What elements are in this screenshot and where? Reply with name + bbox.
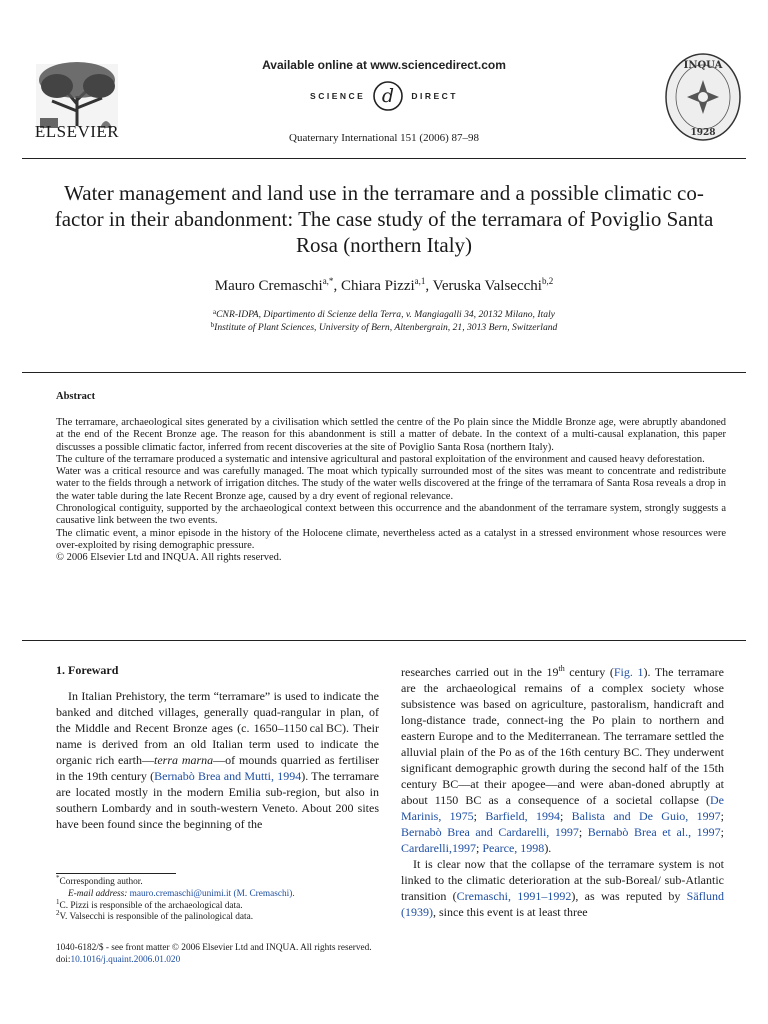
front-matter-info xyxy=(56,942,656,966)
citation-link[interactable]: Barfield, 1994 xyxy=(485,809,560,823)
affiliations xyxy=(0,308,768,334)
abstract-top-rule xyxy=(22,372,746,373)
sciencedirect-right-word: DIRECT xyxy=(411,91,458,101)
section-heading: 1. Foreward xyxy=(56,663,119,677)
affiliation-a: $^a$CNR-IDPA, Dipartimento di Scienze della Terra, v. Mangiagalli 34, 20132 Milano, Italy xyxy=(213,308,555,320)
author-name: Veruska Valsecchi xyxy=(432,278,542,294)
email-link[interactable]: mauro.cremaschi@unimi.it (M. Cremaschi). xyxy=(129,888,295,899)
body-paragraph: It is clear now that the collapse of the terramare system is not linked to the climatic deterioration at the sub-Boreal/ sub-Atlantic transition (Cremaschi, 1991–1992), as was reputed by Säflund (1939), since this event is at least three xyxy=(401,857,724,919)
affiliation-b: $^b$Institute of Plant Sciences, University of Bern, Altenbergrain, 21, 3013 Bern, Switzerland xyxy=(210,321,558,333)
citation-link[interactable]: Bernabò Brea and Cardarelli, 1997 xyxy=(401,825,579,839)
abstract-paragraph: Water was a critical resource and was carefully managed. The moat which typically surrounded most of the sites was meant to concentrate and redistribute water to the fields through a network of irrigation ditches. The study of the water wells discovered at the fringe of the terramara of Santa Rosa reveals a drop in the water table during the late Recent Bronze age, caused by a dry event of regional relevance. xyxy=(56,466,726,502)
abstract-bottom-rule xyxy=(22,640,746,641)
right-column xyxy=(401,664,724,920)
figure-link[interactable]: Fig. 1 xyxy=(613,665,644,679)
citation-link[interactable]: De Marinis, 1975 xyxy=(401,793,724,823)
sciencedirect-logo[interactable] xyxy=(0,78,768,114)
inqua-seal-logo xyxy=(663,52,743,142)
author-list: Mauro Cremaschi$^{a,*}$, Chiara Pizzi$^{a,1}$, Veruska Valsecchi$^{b,2}$ xyxy=(214,276,554,294)
doi-link[interactable]: 10.1016/j.quaint.2006.01.020 xyxy=(70,955,181,965)
doi-line: doi:10.1016/j.quaint.2006.01.020 xyxy=(56,955,181,965)
journal-citation: Quaternary International 151 (2006) 87–98 xyxy=(289,132,479,144)
abstract-paragraph: The climatic event, a minor episode in the history of the Holocene climate, nevertheless acted as a catalyst in a stressed environment whose resources were over-exploited by rising demographic pressure. xyxy=(56,527,726,551)
abstract-heading: Abstract xyxy=(56,391,96,402)
left-column xyxy=(56,688,379,832)
abstract-copyright: © 2006 Elsevier Ltd and INQUA. All rights reserved. xyxy=(56,552,282,564)
article-title: Water management and land use in the terramare and a possible climatic co-factor in their abandonment: The case study of the terramara of Poviglio Santa Rosa (northern Italy) xyxy=(54,181,714,257)
available-online-link[interactable]: Available online at www.sciencedirect.com xyxy=(262,58,506,72)
svg-text:INQUA: INQUA xyxy=(683,60,723,71)
author-name: Chiara Pizzi xyxy=(340,278,415,294)
citation-link[interactable]: Bernabò Brea et al., 1997 xyxy=(587,825,721,839)
author-affil-mark[interactable]: b,2 xyxy=(541,276,554,286)
sciencedirect-at-icon xyxy=(371,79,405,113)
abstract-paragraph: The terramare, archaeological sites generated by a civilisation which settled the centre of the Po plain since the Middle Bronze age, were abruptly abandoned at the end of the Recent Bronze age. The reason for this abandonment is still a matter of debate. In the context of a multi-causal explanation, this paper discusses a possible climatic factor, inferred from recent discoveries at the site of Poviglio Santa Rosa (northern Italy). xyxy=(56,417,726,453)
citation-link[interactable]: Balista and De Guio, 1997 xyxy=(571,809,721,823)
sciencedirect-left-word: SCIENCE xyxy=(310,91,366,101)
footnote-1: $^1$C. Pizzi is responsible of the archaeological data. xyxy=(56,897,243,911)
citation-link[interactable]: Säflund (1939) xyxy=(401,889,724,919)
footnote-rule xyxy=(56,873,176,874)
elsevier-wordmark: ELSEVIER xyxy=(34,122,120,141)
abstract-body xyxy=(56,417,726,565)
body-paragraph: In Italian Prehistory, the term “terramare” is used to indicate the banked and ditched villages, generally quad-rangular in plan, of the Middle and Recent Bronze ages (c. 1650–1150 cal BC). Their name is derived from an old Italian term used to indicate the organic rich earth—terra marna—of mounds quarried as fertiliser in the 19th century (Bernabò Brea and Mutti, 1994). The terramare are located mostly in the modern Emilia sub-region, but also in southern Lombardy and in south-western Veneto. About 200 sites have been found since the beginning of the xyxy=(56,689,379,831)
author-affil-mark[interactable]: a,1 xyxy=(414,276,426,286)
footnote-email: E-mail address: mauro.cremaschi@unimi.it (M. Cremaschi). xyxy=(68,888,295,899)
issn-line: 1040-6182/$ - see front matter © 2006 Elsevier Ltd and INQUA. All rights reserved. xyxy=(56,943,372,953)
footnotes xyxy=(56,874,379,924)
svg-text:1928: 1928 xyxy=(690,128,716,138)
citation-link[interactable]: Bernabò Brea and Mutti, 1994 xyxy=(154,769,302,783)
body-paragraph: researches carried out in the 19th century (Fig. 1). The terramare are the archaeological remains of a complex society whose subsistence was based on agriculture, pastoralism, handicraft and long-distance trade, connect-ing the Po plain to northern and eastern Europe and to the Mediterranean. The terramare settled the alluvial plain of the Po as of the 16th century BC. They underwent significant demographic growth during the second half of the 15th century BC—at their apogee—and were aban-doned abruptly at about 1150 BC as a consequence of a societal collapse (De Marinis, 1975; Barfield, 1994; Balista and De Guio, 1997; Bernabò Brea and Cardarelli, 1997; Bernabò Brea et al., 1997; Cardarelli,1997; Pearce, 1998). xyxy=(401,664,725,855)
citation-link[interactable]: Cremaschi, 1991–1992 xyxy=(456,889,572,903)
abstract-paragraph: The culture of the terramare produced a systematic and intensive agricultural and pastoral exploitation of the environment and caused heavy deforestation. xyxy=(56,453,705,465)
author-affil-mark[interactable]: a,* xyxy=(322,276,334,286)
header-rule xyxy=(22,158,746,159)
citation-link[interactable]: Cardarelli,1997 xyxy=(401,841,476,855)
footnote-2: $^2$V. Valsecchi is responsible of the palinological data. xyxy=(56,909,254,923)
svg-text:d: d xyxy=(382,85,395,107)
abstract-paragraph: Chronological contiguity, supported by the archaeological context between this occurrence and the abandonment of the terramare system, strongly suggests a causative link between the two events. xyxy=(56,503,726,527)
citation-link[interactable]: Pearce, 1998 xyxy=(482,841,545,855)
footnote-corresponding: *Corresponding author. xyxy=(56,874,143,887)
author-name: Mauro Cremaschi xyxy=(214,278,323,294)
